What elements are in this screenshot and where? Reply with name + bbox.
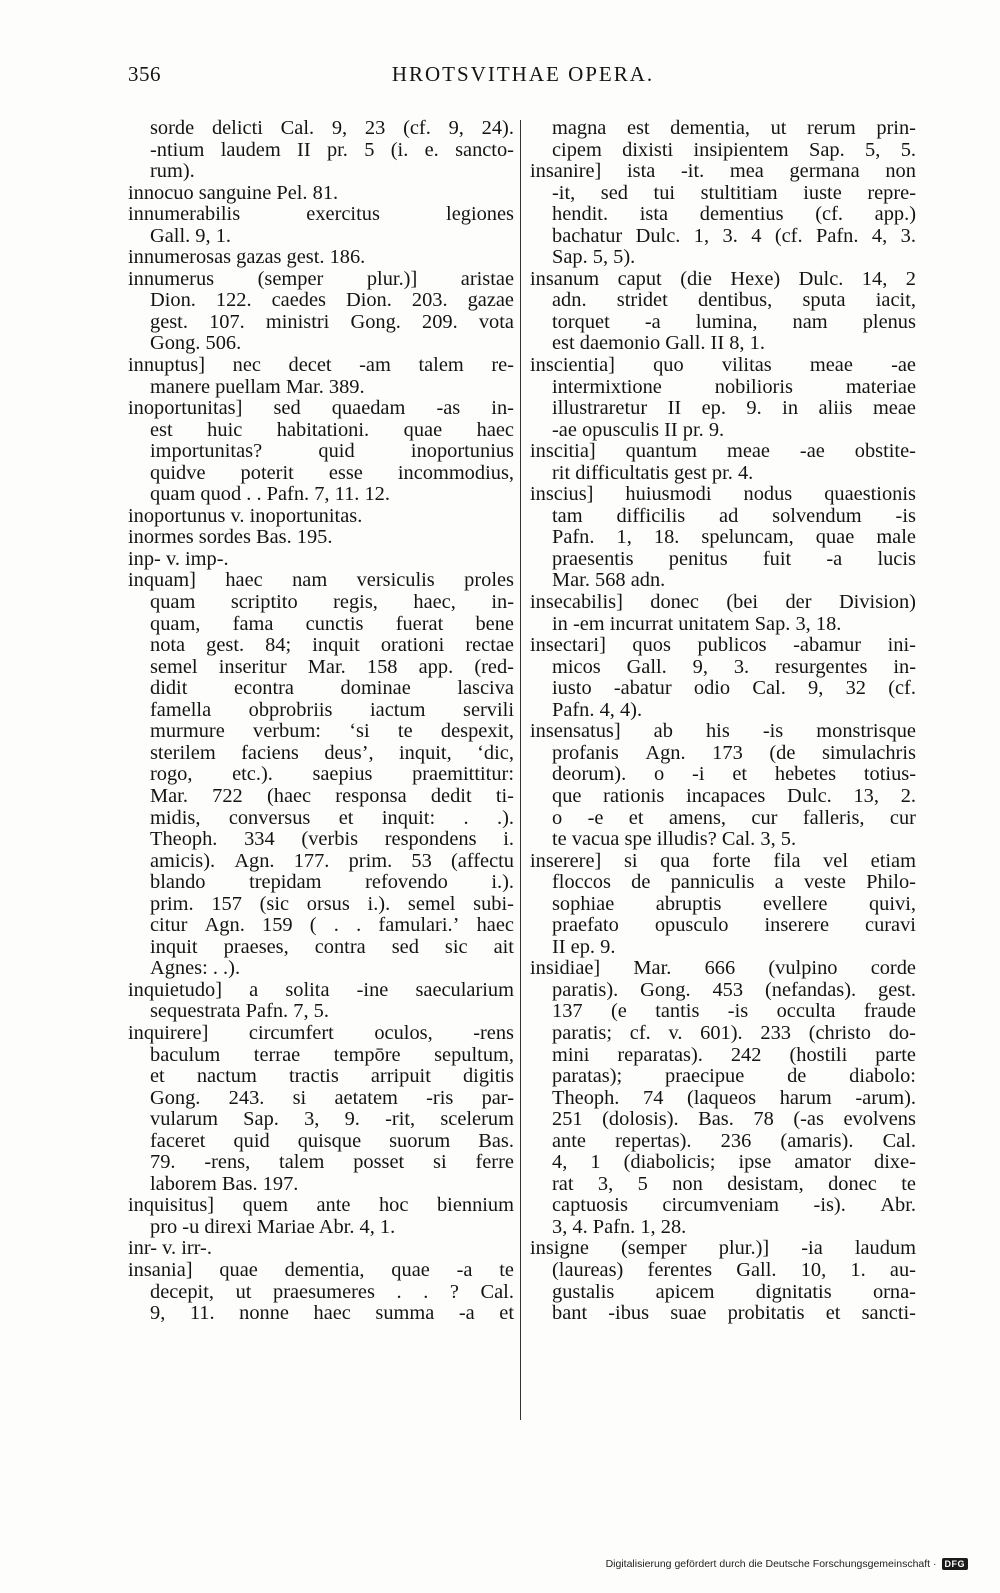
text-line: rat 3, 5 non desistam, donec te bbox=[552, 1172, 916, 1195]
text-line: et nactum tractis arripuit digitis bbox=[150, 1065, 514, 1088]
text-line: manere puellam Mar. 389. bbox=[150, 375, 365, 398]
left-column bbox=[128, 118, 514, 1325]
text-line: -it, sed tui stultitiam iuste repre- bbox=[552, 181, 916, 204]
text-line: 137 (e tantis -is occulta fraude bbox=[552, 1000, 916, 1023]
text-line: -ntium laudem II pr. 5 (i. e. sancto- bbox=[150, 138, 514, 161]
text-line: vularum Sap. 3, 9. -rit, scelerum bbox=[150, 1108, 514, 1131]
text-line: midis, conversus et inquit: . .). bbox=[150, 806, 514, 829]
text-line: inscius] huiusmodi nodus quaestionis bbox=[530, 483, 916, 506]
text-line: insania] quae dementia, quae -a te bbox=[128, 1258, 514, 1281]
text-line: inquietudo] a solita -ine saecularium bbox=[128, 978, 514, 1001]
text-line: Theoph. 74 (laqueos harum -arum). bbox=[552, 1086, 916, 1109]
text-line: iusto -abatur odio Cal. 9, 32 (cf. bbox=[552, 677, 916, 700]
text-line: Gong. 506. bbox=[150, 332, 242, 355]
text-line: pro -u direxi Mariae Abr. 4, 1. bbox=[150, 1215, 396, 1238]
text-line: laborem Bas. 197. bbox=[150, 1172, 299, 1195]
text-line: 79. -rens, talem posset si ferre bbox=[150, 1151, 514, 1174]
text-line: Gall. 9, 1. bbox=[150, 224, 231, 247]
text-line: cipem dixisti insipientem Sap. 5, 5. bbox=[552, 138, 916, 161]
text-line: sequestrata Pafn. 7, 5. bbox=[150, 1000, 329, 1023]
text-line: te vacua spe illudis? Cal. 3, 5. bbox=[552, 828, 797, 851]
page-number: 356 bbox=[128, 62, 161, 86]
text-line: faceret quid quisque suorum Bas. bbox=[150, 1129, 514, 1152]
text-line: Gong. 243. si aetatem -ris par- bbox=[150, 1086, 514, 1109]
running-title: HROTSVITHAE OPERA. bbox=[391, 62, 655, 86]
text-line: inoportunitas] sed quaedam -as in- bbox=[128, 397, 514, 420]
text-line: citur Agn. 159 ( . . famulari.’ haec bbox=[150, 914, 514, 937]
text-line: II ep. 9. bbox=[552, 935, 616, 958]
text-line: rum). bbox=[150, 160, 195, 183]
text-line: in -em incurrat unitatem Sap. 3, 18. bbox=[552, 612, 842, 635]
text-line: (laureas) ferentes Gall. 10, 1. au- bbox=[552, 1258, 916, 1281]
text-line: decepit, ut praesumeres . . ? Cal. bbox=[150, 1280, 514, 1303]
text-line: Sap. 5, 5). bbox=[552, 246, 636, 269]
text-line: insanire] ista -it. mea germana non bbox=[530, 160, 916, 183]
right-column bbox=[530, 118, 916, 1325]
text-line: inquisitus] quem ante hoc biennium bbox=[128, 1194, 514, 1217]
text-line: captuosis circumveniam -is). Abr. bbox=[552, 1194, 916, 1217]
text-line: inscientia] quo vilitas meae -ae bbox=[530, 354, 916, 377]
text-line: inquirere] circumfert oculos, -rens bbox=[128, 1021, 514, 1044]
text-line: paratis). Gong. 453 (nefandas). gest. bbox=[552, 978, 916, 1001]
text-line: sorde delicti Cal. 9, 23 (cf. 9, 24). bbox=[150, 117, 514, 139]
text-line: deorum). o -i et hebetes totius- bbox=[552, 763, 916, 786]
text-line: inormes sordes Bas. 195. bbox=[128, 526, 333, 549]
text-line: inr- v. irr-. bbox=[128, 1237, 212, 1260]
text-line: praefato opusculo inserere curavi bbox=[552, 914, 916, 937]
text-line: -ae opusculis II pr. 9. bbox=[552, 418, 725, 441]
text-line: importunitas? quid inoportunius bbox=[150, 440, 514, 463]
text-line: que rationis incapaces Dulc. 13, 2. bbox=[552, 784, 916, 807]
text-line: inquit praeses, contra sed sic ait bbox=[150, 935, 514, 958]
text-line: rit difficultatis gest pr. 4. bbox=[552, 461, 754, 484]
text-line: est huic habitationi. quae haec bbox=[150, 418, 514, 441]
text-line: baculum terrae tempōre sepultum, bbox=[150, 1043, 514, 1066]
page-header bbox=[128, 62, 918, 92]
text-line: Pafn. 1, 18. speluncam, quae male bbox=[552, 526, 916, 549]
text-line: quam, fama cunctis fuerat bene bbox=[150, 612, 514, 635]
text-line: insidiae] Mar. 666 (vulpino corde bbox=[530, 957, 916, 980]
text-line: ante repertas). 236 (amaris). Cal. bbox=[552, 1129, 916, 1152]
text-line: gest. 107. ministri Gong. 209. vota bbox=[150, 310, 514, 333]
text-line: floccos de panniculis a veste Philo- bbox=[552, 871, 916, 894]
text-line: inscitia] quantum meae -ae obstite- bbox=[530, 440, 916, 463]
text-line: didit econtra dominae lasciva bbox=[150, 677, 514, 700]
text-line: 3, 4. Pafn. 1, 28. bbox=[552, 1215, 687, 1238]
text-line: quam quod . . Pafn. 7, 11. 12. bbox=[150, 483, 390, 506]
digitization-note: Digitalisierung gefördert durch die Deutsche Forschungsgemeinschaft · bbox=[605, 1558, 937, 1570]
text-line: inquam] haec nam versiculis proles bbox=[128, 569, 514, 592]
dfg-logo-icon: DFG bbox=[942, 1558, 969, 1570]
text-line: gustalis apicem dignitatis orna- bbox=[552, 1280, 916, 1303]
text-line: insigne (semper plur.)] -ia laudum bbox=[530, 1237, 916, 1260]
text-line: tam difficilis ad solvendum -is bbox=[552, 504, 916, 527]
text-line: quam scriptito regis, haec, in- bbox=[150, 591, 514, 614]
text-line: murmure verbum: ‘si te despexit, bbox=[150, 720, 514, 743]
text-line: illustraretur II ep. 9. in aliis meae bbox=[552, 397, 916, 420]
digitization-footer bbox=[606, 1558, 968, 1570]
text-line: sterilem faciens deus’, inquit, ‘dic, bbox=[150, 741, 514, 764]
text-line: Mar. 722 (haec responsa dedit ti- bbox=[150, 784, 514, 807]
text-line: insensatus] ab his -is monstrisque bbox=[530, 720, 916, 743]
text-line: profanis Agn. 173 (de simulachris bbox=[552, 741, 916, 764]
text-line: prim. 157 (sic orsus i.). semel subi- bbox=[150, 892, 514, 915]
text-line: mini reparatas). 242 (hostili parte bbox=[552, 1043, 916, 1066]
text-line: 4, 1 (diabolicis; ipse amator dixe- bbox=[552, 1151, 916, 1174]
text-line: magna est dementia, ut rerum prin- bbox=[552, 117, 916, 139]
text-line: rogo, etc.). saepius praemittitur: bbox=[150, 763, 514, 786]
text-line: inserere] si qua forte fila vel etiam bbox=[530, 849, 916, 872]
text-line: Mar. 568 adn. bbox=[552, 569, 666, 592]
text-line: o -e et amens, cur falleris, cur bbox=[552, 806, 916, 829]
text-line: Agnes: . .). bbox=[150, 957, 241, 980]
text-line: 9, 11. nonne haec summa -a et bbox=[150, 1302, 514, 1325]
text-line: adn. stridet dentibus, sputa iacit, bbox=[552, 289, 916, 312]
text-line: praesentis penitus fuit -a lucis bbox=[552, 547, 916, 570]
text-line: innumerosas gazas gest. 186. bbox=[128, 246, 366, 269]
text-line: inoportunus v. inoportunitas. bbox=[128, 504, 363, 527]
text-line: bachatur Dulc. 1, 3. 4 (cf. Pafn. 4, 3. bbox=[552, 224, 916, 247]
text-line: innuptus] nec decet -am talem re- bbox=[128, 354, 514, 377]
text-line: innocuo sanguine Pel. 81. bbox=[128, 181, 339, 204]
text-line: Pafn. 4, 4). bbox=[552, 698, 643, 721]
text-line: nota gest. 84; inquit orationi rectae bbox=[150, 634, 514, 657]
text-line: paratas); praecipue de diabolo: bbox=[552, 1065, 916, 1088]
text-line: paratis; cf. v. 601). 233 (christo do- bbox=[552, 1021, 916, 1044]
text-line: quidve poterit esse incommodius, bbox=[150, 461, 514, 484]
text-line: insectari] quos publicos -abamur ini- bbox=[530, 634, 916, 657]
text-line: famella obprobriis iactum servili bbox=[150, 698, 514, 721]
text-line: Theoph. 334 (verbis respondens i. bbox=[150, 828, 514, 851]
text-line: inp- v. imp-. bbox=[128, 547, 229, 570]
text-line: innumerus (semper plur.)] aristae bbox=[128, 267, 514, 290]
text-line: blando trepidam refovendo i.). bbox=[150, 871, 514, 894]
text-line: sophiae abruptis evellere quivi, bbox=[552, 892, 916, 915]
text-line: bant -ibus suae probitatis et sancti- bbox=[552, 1302, 916, 1325]
column-divider bbox=[520, 120, 521, 1420]
text-line: torquet -a lumina, nam plenus bbox=[552, 310, 916, 333]
text-line: Dion. 122. caedes Dion. 203. gazae bbox=[150, 289, 514, 312]
text-line: semel inseritur Mar. 158 app. (red- bbox=[150, 655, 514, 678]
text-line: innumerabilis exercitus legiones bbox=[128, 203, 514, 226]
text-line: hendit. ista dementius (cf. app.) bbox=[552, 203, 916, 226]
text-line: intermixtione nobilioris materiae bbox=[552, 375, 916, 398]
text-line: amicis). Agn. 177. prim. 53 (affectu bbox=[150, 849, 514, 872]
text-line: insecabilis] donec (bei der Division) bbox=[530, 591, 916, 614]
text-line: est daemonio Gall. II 8, 1. bbox=[552, 332, 765, 355]
text-line: micos Gall. 9, 3. resurgentes in- bbox=[552, 655, 916, 678]
text-line: 251 (dolosis). Bas. 78 (-as evolvens bbox=[552, 1108, 916, 1131]
text-line: insanum caput (die Hexe) Dulc. 14, 2 bbox=[530, 267, 916, 290]
